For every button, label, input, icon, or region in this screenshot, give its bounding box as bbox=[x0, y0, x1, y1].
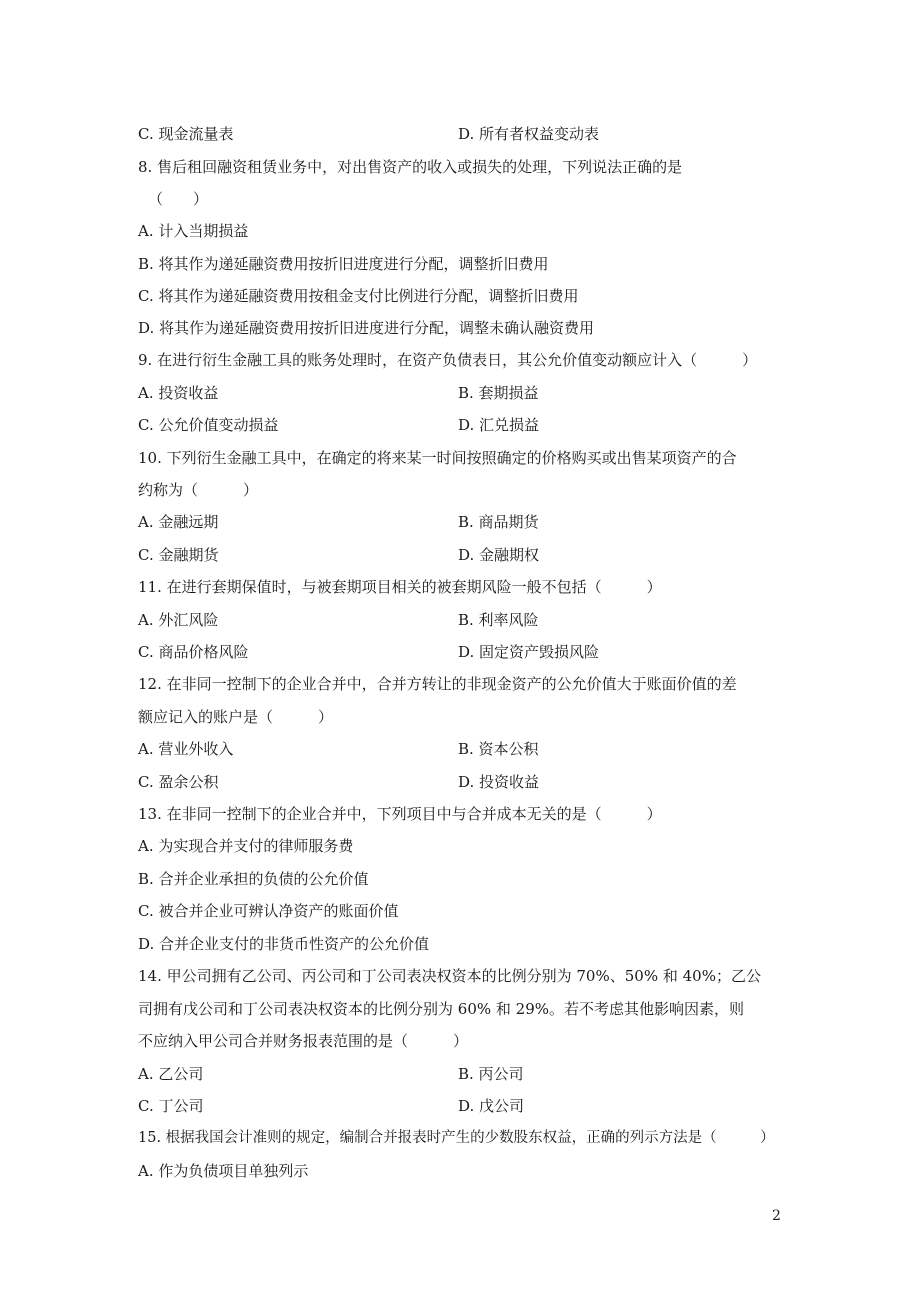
option-row bbox=[138, 124, 600, 144]
option-d: D. 固定资产毁损风险 bbox=[458, 643, 600, 661]
option-d: D. 戊公司 bbox=[458, 1097, 525, 1115]
option-b: B. 资本公积 bbox=[458, 740, 539, 758]
question-8: 8. 售后租回融资租赁业务中，对出售资产的收入或损失的处理，下列说法正确的是 bbox=[138, 158, 683, 176]
option-c: C. 将其作为递延融资费用按租金支付比例进行分配，调整折旧费用 bbox=[138, 287, 579, 305]
option-row bbox=[138, 415, 540, 435]
option-a: A. 为实现合并支付的律师服务费 bbox=[138, 837, 354, 855]
question-9: 9. 在进行衍生金融工具的账务处理时，在资产负债表日，其公允价值变动额应计入（ ） bbox=[138, 351, 758, 369]
question-15: 15. 根据我国会计准则的规定，编制合并报表时产生的少数股东权益，正确的列示方法是（ ） bbox=[138, 1130, 775, 1146]
option-d: D. 将其作为递延融资费用按折旧进度进行分配，调整未确认融资费用 bbox=[138, 319, 595, 337]
question-10: 10. 下列衍生金融工具中，在确定的将来某一时间按照确定的价格购买或出售某项资产的合 bbox=[138, 449, 737, 467]
option-a: A. 外汇风险 bbox=[138, 611, 219, 629]
option-row bbox=[138, 545, 540, 565]
option-a: A. 投资收益 bbox=[138, 384, 219, 402]
question-12: 12. 在非同一控制下的企业合并中，合并方转让的非现金资产的公允价值大于账面价值的差 bbox=[138, 675, 737, 693]
option-c: C. 公允价值变动损益 bbox=[138, 416, 279, 434]
answer-blank: （ ） bbox=[148, 190, 209, 208]
option-d: D. 所有者权益变动表 bbox=[458, 125, 600, 143]
question-10-cont: 约称为（ ） bbox=[138, 481, 259, 499]
option-c: C. 盈余公积 bbox=[138, 773, 219, 791]
option-a: A. 金融远期 bbox=[138, 513, 219, 531]
option-row bbox=[138, 1096, 525, 1116]
question-14-cont: 司拥有戊公司和丁公司表决权资本的比例分别为 60% 和 29%。若不考虑其他影响因素，则 bbox=[138, 1000, 744, 1018]
question-13: 13. 在非同一控制下的企业合并中，下列项目中与合并成本无关的是（ ） bbox=[138, 805, 662, 823]
option-row bbox=[138, 1064, 524, 1084]
option-c: C. 丁公司 bbox=[138, 1097, 204, 1115]
option-row bbox=[138, 512, 539, 532]
option-d: D. 投资收益 bbox=[458, 773, 540, 791]
option-b: B. 将其作为递延融资费用按折旧进度进行分配，调整折旧费用 bbox=[138, 255, 549, 273]
page-number: 2 bbox=[772, 1208, 781, 1224]
option-b: B. 丙公司 bbox=[458, 1065, 524, 1083]
option-a: A. 乙公司 bbox=[138, 1065, 204, 1083]
option-b: B. 套期损益 bbox=[458, 384, 539, 402]
question-12-cont: 额应记入的账户是（ ） bbox=[138, 708, 334, 726]
option-c: C. 被合并企业可辨认净资产的账面价值 bbox=[138, 902, 399, 920]
option-a: A. 营业外收入 bbox=[138, 740, 234, 758]
option-row bbox=[138, 772, 540, 792]
option-row bbox=[138, 610, 539, 630]
option-d: D. 合并企业支付的非货币性资产的公允价值 bbox=[138, 935, 430, 953]
option-a: A. 计入当期损益 bbox=[138, 222, 249, 240]
option-c: C. 现金流量表 bbox=[138, 125, 234, 143]
option-row bbox=[138, 383, 539, 403]
option-d: D. 汇兑损益 bbox=[458, 416, 540, 434]
option-b: B. 合并企业承担的负债的公允价值 bbox=[138, 870, 369, 888]
option-b: B. 利率风险 bbox=[458, 611, 539, 629]
question-11: 11. 在进行套期保值时，与被套期项目相关的被套期风险一般不包括（ ） bbox=[138, 578, 662, 596]
option-row bbox=[138, 739, 539, 759]
option-c: C. 商品价格风险 bbox=[138, 643, 249, 661]
question-14: 14. 甲公司拥有乙公司、丙公司和丁公司表决权资本的比例分别为 70%、50% 和 40%；乙公 bbox=[138, 967, 761, 985]
option-c: C. 金融期货 bbox=[138, 546, 219, 564]
option-row bbox=[138, 642, 600, 662]
option-a: A. 作为负债项目单独列示 bbox=[138, 1162, 309, 1180]
option-b: B. 商品期货 bbox=[458, 513, 539, 531]
option-d: D. 金融期权 bbox=[458, 546, 540, 564]
question-14-cont: 不应纳入甲公司合并财务报表范围的是（ ） bbox=[138, 1032, 469, 1050]
